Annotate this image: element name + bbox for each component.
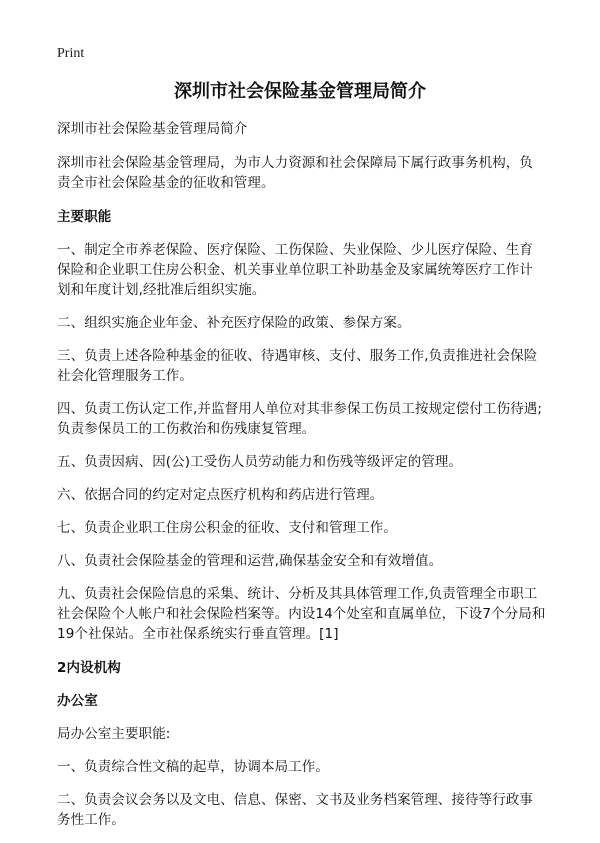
duty-item-8: 八、负责社会保险基金的管理和运营,确保基金安全和有效增值。 (57, 553, 443, 569)
duty-item-1: 一、制定全市养老保险、医疗保险、工伤保险、失业保险、少儿医疗保险、生育保险和企业职工住房公积金、机关事业单位职工补助基金及家属统筹医疗工作计划和年度计划,经批准后组织实施。 (57, 242, 533, 298)
office-function-2: 二、负责会议会务以及文电、信息、保密、文书及业务档案管理、接待等行政事务性工作。 (57, 792, 533, 828)
document-subtitle: 深圳市社会保险基金管理局简介 (57, 121, 248, 137)
duty-item-3: 三、负责上述各险种基金的征收、待遇审核、支付、服务工作,负责推进社会保险社会化管理服务工作。 (57, 348, 538, 384)
office-functions-intro: 局办公室主要职能: (57, 726, 171, 742)
document-content (57, 119, 546, 843)
duty-item-2: 二、组织实施企业年金、补充医疗保险的政策、参保方案。 (57, 315, 411, 331)
duties-heading: 主要职能 (57, 209, 112, 225)
office-heading: 办公室 (57, 693, 98, 709)
page-title: 深圳市社会保险基金管理局简介 (174, 81, 426, 102)
duty-item-5: 五、负责因病、因(公)工受伤人员劳动能力和伤残等级评定的管理。 (57, 454, 463, 470)
organization-summary: 深圳市社会保险基金管理局，为市人力资源和社会保障局下属行政事务机构，负责全市社会保险基金的征收和管理。 (57, 155, 533, 191)
departments-heading: 2内设机构 (57, 660, 121, 676)
duty-item-4: 四、负责工伤认定工作,并监督用人单位对其非参保工伤员工按规定偿付工伤待遇;负责参保员工的工伤救治和伤残康复管理。 (57, 401, 543, 437)
office-function-1: 一、负责综合性文稿的起草，协调本局工作。 (57, 759, 329, 775)
duty-item-9: 九、负责社会保险信息的采集、统计、分析及其具体管理工作,负责管理全市职工社会保险个人帐户和社会保险档案等。内设14个处室和直属单位，下设7个分局和19个社保站。全市社保系统实行垂直管理。[1] (57, 586, 546, 642)
duty-item-7: 七、负责企业职工住房公积金的征收、支付和管理工作。 (57, 520, 397, 536)
duty-item-6: 六、依据合同的约定对定点医疗机构和药店进行管理。 (57, 487, 384, 503)
print-label[interactable]: Print (57, 46, 85, 61)
